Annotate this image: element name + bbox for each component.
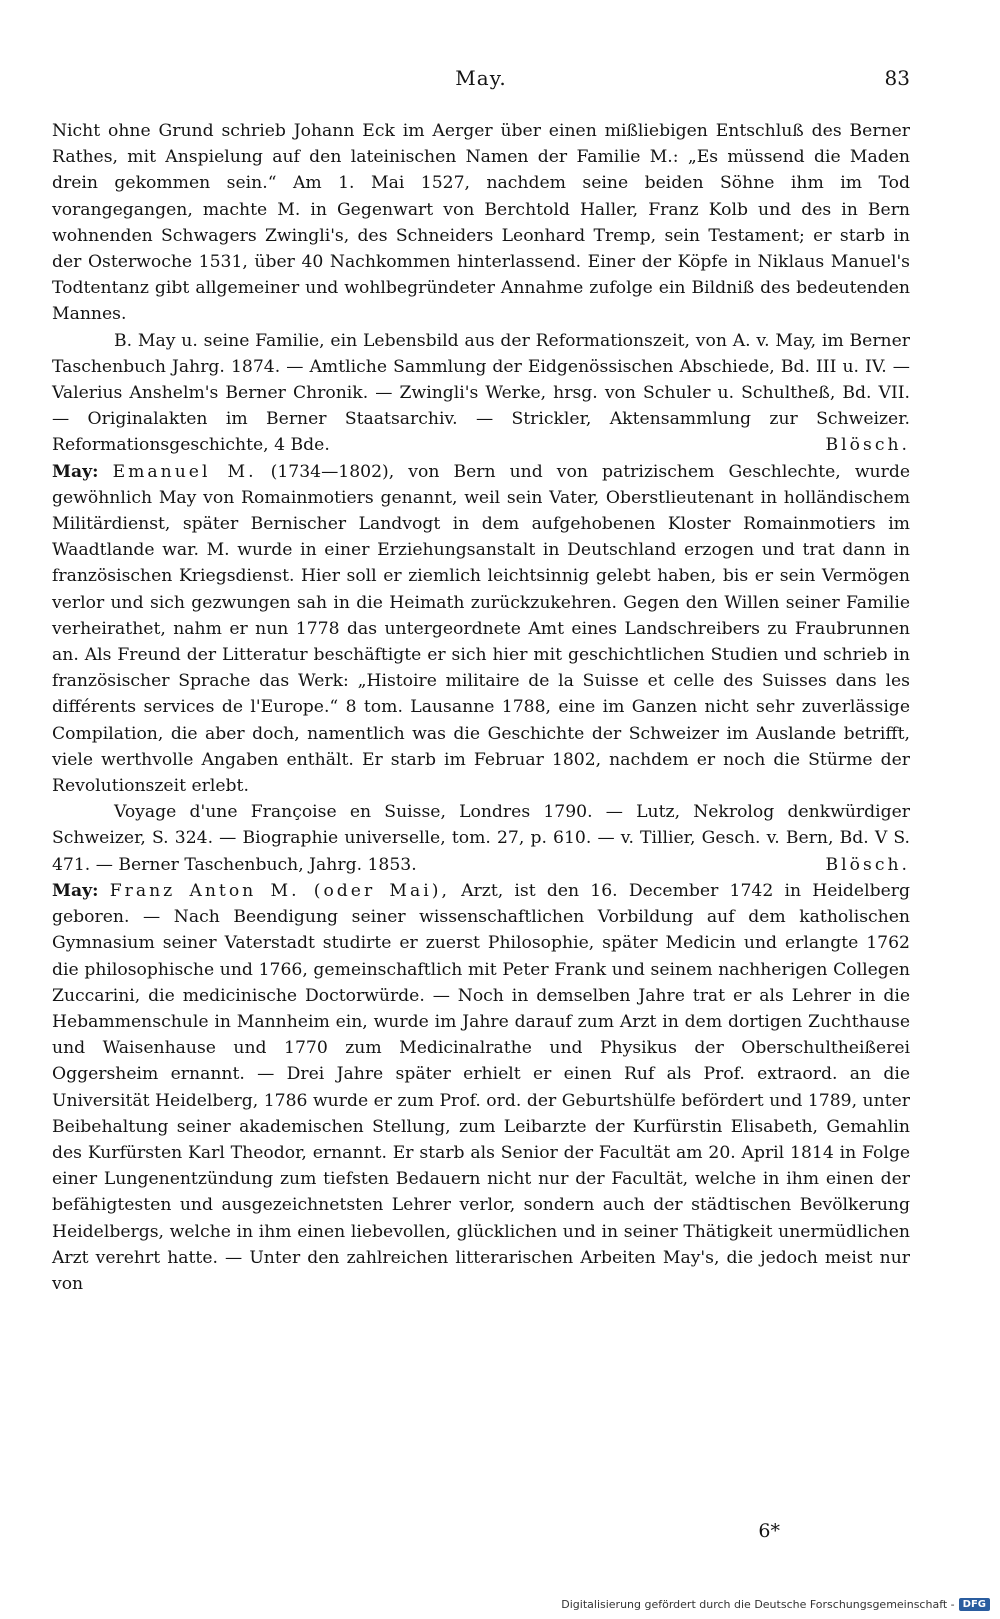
footer-credit <box>561 1598 990 1611</box>
entry-name: Emanuel M. <box>112 461 257 482</box>
running-head <box>52 66 910 100</box>
signature-mark: 6* <box>758 1520 780 1542</box>
document-page <box>52 0 910 1619</box>
author-signature-2: Blösch. <box>825 854 910 875</box>
page-number: 83 <box>884 66 910 90</box>
entry-name: Franz Anton M. (oder Mai), <box>109 880 450 901</box>
entry-text: Arzt, ist den 16. December 1742 in Heidelberg geboren. — Nach Beendigung seiner wissenschaftlichen Vorbildung auf dem katholischen Gymnasium seiner Vaterstadt studirte er zuerst Philosophie, später Medicin und erlangte 1762 die philosophische und 1766, gemeinschaftlich mit Peter Frank und seinem nachherigen Collegen Zuccarini, die medicinische Doctorwürde. — Noch in demselben Jahre trat er als Lehrer in die Hebammenschule in Mannheim ein, wurde im Jahre darauf zum Arzt in dem dortigen Zuchthause und Waisenhause und 1770 zum Medicinalrathe und Physikus der Oberschultheißerei Oggersheim ernannt. — Drei Jahre später erhielt er einen Ruf als Prof. extraord. an die Universität Heidelberg, 1786 wurde er zum Prof. ord. der Geburtshülfe befördert und 1789, unter Beibehaltung seiner akademischen Stellung, zum Leibarzte der Kurfürstin Elisabeth, Gemahlin des Kurfürsten Karl Theodor, ernannt. Er starb als Senior der Facultät am 20. April 1814 in Folge einer Lungenentzündung zum tiefsten Bedauern nicht nur der Facultät, welche in ihm einen der befähigtesten und ausgezeichnetsten Lehrer verlor, sondern auch der städtischen Bevölkerung Heidelbergs, welche in ihm einen liebevollen, glücklichen und in seiner Thätigkeit unermüdlichen Arzt verehrt hatte. — Unter den zahlreichen litterarischen Arbeiten May's, die jedoch meist nur von <box>52 880 910 1294</box>
sources-paragraph-2 <box>52 799 910 878</box>
running-head-title: May. <box>455 66 507 90</box>
author-signature-1: Blösch. <box>825 435 910 456</box>
entry-text: (1734—1802), von Bern und von patrizischem Geschlechte, wurde gewöhnlich May von Romainmotiers genannt, weil sein Vater, Oberstlieutenant in holländischem Militärdienst, später Bernischer Landvogt in dem aufgehobenen Kloster Romainmotiers im Waadtlande war. M. wurde in einer Erziehungsanstalt in Deutschland erzogen und trat dann in französischen Kriegsdienst. Hier soll er ziemlich leichtsinnig gelebt haben, bis er sein Vermögen verlor und sich gezwungen sah in die Heimath zurückzukehren. Gegen den Willen seiner Familie verheirathet, nahm er nun 1778 das untergeordnete Amt eines Landschreibers zu Fraubrunnen an. Als Freund der Litteratur beschäftigte er sich hier mit geschichtlichen Studien und schrieb in französischer Sprache das Werk: „Histoire militaire de la Suisse et celle des Suisses dans les différents services de l'Europe.“ 8 tom. Lausanne 1788, eine im Ganzen nicht sehr zuverlässige Compilation, die aber doch, namentlich was die Geschichte der Schweizer im Auslande betrifft, viele werthvolle Angaben enthält. Er starb im Februar 1802, nachdem er noch die Stürme der Revolutionszeit erlebt. <box>52 461 910 797</box>
sources-text-2: Voyage d'une Françoise en Suisse, Londres 1790. — Lutz, Nekrolog denkwürdiger Schweizer, S. 324. — Biographie universelle, tom. 27, p. 610. — v. Tillier, Gesch. v. Bern, Bd. V S. 471. — Berner Taschenbuch, Jahrg. 1853. <box>52 802 910 875</box>
entry-emanuel-may <box>52 459 910 800</box>
entry-headword: May: <box>52 461 99 482</box>
sources-text-1: B. May u. seine Familie, ein Lebensbild aus der Reformationszeit, von A. v. May, im Berner Taschenbuch Jahrg. 1874. — Amtliche Sammlung der Eidgenössischen Abschiede, Bd. III u. IV. — Valerius Anshelm's Berner Chronik. — Zwingli's Werke, hrsg. von Schuler u. Schultheß, Bd. VII. — Originalakten im Berner Staatsarchiv. — Strickler, Aktensammlung zur Schweizer. Reformationsgeschichte, 4 Bde. <box>52 330 910 456</box>
paragraph-eck: Nicht ohne Grund schrieb Johann Eck im Aerger über einen mißliebigen Entschluß des Berner Rathes, mit Anspielung auf den lateinischen Namen der Familie M.: „Es müssend die Maden drein gekommen sein.“ Am 1. Mai 1527, nachdem seine beiden Söhne ihm im Tod vorangegangen, machte M. in Gegenwart von Berchtold Haller, Franz Kolb und des in Bern wohnenden Schwagers Zwingli's, des Schneiders Leonhard Tremp, sein Testament; er starb in der Osterwoche 1531, über 40 Nachkommen hinterlassend. Einer der Köpfe in Niklaus Manuel's Todtentanz gibt allgemeiner und wohlbegründeter Annahme zufolge ein Bildniß des bedeutenden Mannes. <box>52 121 910 325</box>
dfg-logo-icon: DFG <box>959 1598 990 1611</box>
entry-franz-anton-may <box>52 878 910 1297</box>
sources-paragraph-1 <box>52 328 910 459</box>
entry-headword: May: <box>52 880 99 901</box>
body-text <box>52 118 910 1297</box>
footer-text: Digitalisierung gefördert durch die Deutsche Forschungsgemeinschaft - <box>561 1598 955 1611</box>
